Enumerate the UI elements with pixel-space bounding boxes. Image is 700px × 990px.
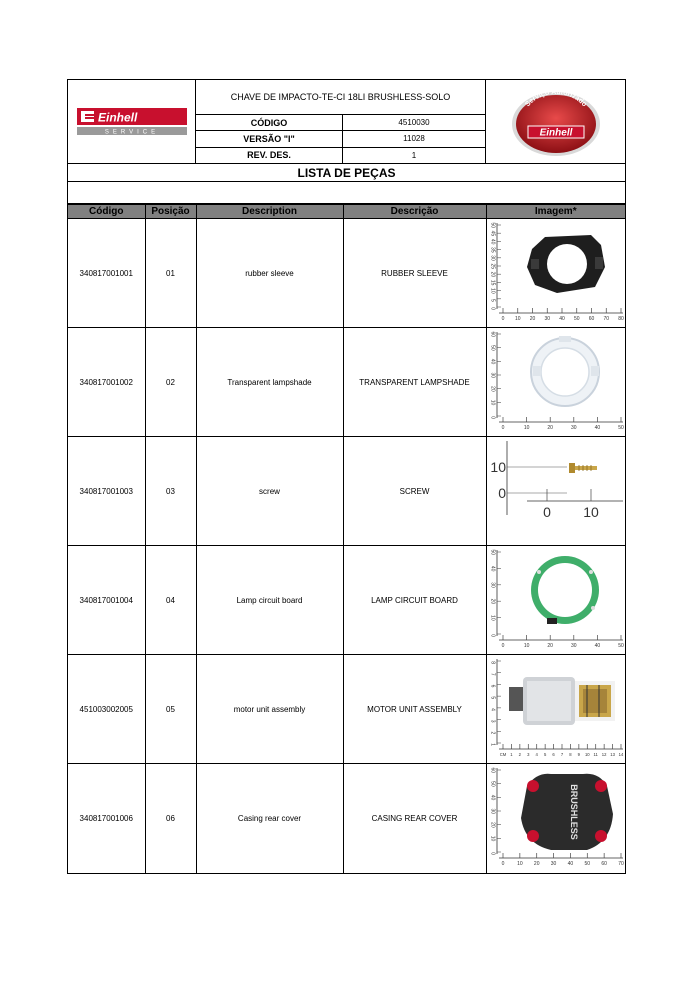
col-header-description: Description bbox=[196, 205, 343, 219]
scale-label: 10 bbox=[488, 836, 495, 842]
scale-label: 40 bbox=[488, 565, 495, 572]
table-row bbox=[68, 764, 625, 873]
brushless-print: BRUSHLESS bbox=[568, 784, 579, 841]
scale-label: 7 bbox=[488, 672, 495, 676]
scale-label: 50 bbox=[488, 781, 495, 787]
scale-label: 70 bbox=[602, 316, 609, 322]
scale-label: 0 bbox=[501, 861, 504, 868]
versao-row bbox=[196, 131, 485, 147]
scale-label: 20 bbox=[546, 643, 553, 649]
part-description: motor unit assembly bbox=[196, 655, 343, 764]
scale-label: 60 bbox=[600, 861, 607, 868]
part-code: 340817001003 bbox=[68, 437, 145, 546]
table-row bbox=[68, 546, 625, 655]
scale-label: 30 bbox=[488, 372, 495, 378]
versao-label: VERSÃO "I" bbox=[196, 131, 343, 146]
scale-label: 3 bbox=[488, 719, 495, 723]
part-position: 05 bbox=[145, 655, 196, 764]
scale-label: 0 bbox=[542, 504, 551, 520]
scale-label: 50 bbox=[488, 345, 495, 351]
scale-label: 15 bbox=[488, 279, 495, 286]
part-position: 04 bbox=[145, 546, 196, 655]
scale-label: 13 bbox=[609, 752, 615, 757]
table-row bbox=[68, 655, 625, 764]
logo-wordmark: Einhell bbox=[97, 110, 137, 124]
parts-table bbox=[68, 204, 625, 873]
scale-label: 14 bbox=[618, 752, 623, 757]
col-header-descricao: Descrição bbox=[343, 205, 486, 219]
scale-label: 50 bbox=[584, 861, 590, 868]
list-title: LISTA DE PEÇAS bbox=[68, 164, 625, 182]
scale-label: 0 bbox=[488, 852, 495, 856]
screw-photo bbox=[487, 437, 627, 545]
scale-label: 0 bbox=[497, 484, 506, 501]
scale-label: 70 bbox=[617, 861, 624, 868]
scale-label: 40 bbox=[594, 643, 600, 649]
motor-unit-assembly-photo bbox=[487, 655, 627, 763]
scale-label: 10 bbox=[488, 288, 495, 294]
scale-label: 10 bbox=[523, 643, 529, 649]
scale-label: 7 bbox=[560, 752, 563, 757]
scale-label: 40 bbox=[594, 425, 600, 431]
col-header-imagem: Imagem* bbox=[486, 205, 625, 219]
scale-label: 30 bbox=[488, 255, 495, 261]
rev-des-row bbox=[196, 148, 485, 163]
scale-label: 40 bbox=[558, 316, 565, 322]
part-description: Casing rear cover bbox=[196, 764, 343, 873]
scale-label: 6 bbox=[551, 752, 555, 757]
part-descricao: LAMP CIRCUIT BOARD bbox=[343, 546, 486, 655]
part-position: 06 bbox=[145, 764, 196, 873]
scale-label: 25 bbox=[488, 263, 495, 269]
scale-label: 80 bbox=[617, 316, 624, 322]
scale-label: 30 bbox=[570, 643, 577, 649]
seal-brand-text: Einhell bbox=[539, 127, 572, 138]
table-row bbox=[68, 219, 625, 328]
scale-label: 30 bbox=[570, 425, 577, 431]
scale-label: 2 bbox=[488, 731, 495, 735]
scale-label: 2 bbox=[518, 752, 521, 757]
scale-label: 20 bbox=[488, 271, 495, 278]
scale-label: 30 bbox=[543, 316, 550, 322]
scale-label: 10 bbox=[516, 861, 523, 868]
col-header-posicao: Posição bbox=[145, 205, 196, 219]
scale-label: 5 bbox=[488, 299, 495, 302]
scale-label: 10 bbox=[582, 504, 599, 520]
part-image-cell bbox=[486, 764, 625, 873]
part-code: 340817001002 bbox=[68, 328, 145, 437]
seal-arc-text: Serviço Autorizado bbox=[523, 88, 588, 108]
part-descricao: RUBBER SLEEVE bbox=[343, 219, 486, 328]
scale-label: CM bbox=[499, 752, 506, 757]
codigo-label: CÓDIGO bbox=[196, 115, 343, 130]
scale-label: 12 bbox=[601, 752, 606, 757]
part-code: 451003002005 bbox=[68, 655, 145, 764]
table-row bbox=[68, 328, 625, 437]
scale-label: 10 bbox=[514, 316, 521, 322]
document-header bbox=[68, 80, 625, 164]
part-image-cell bbox=[486, 219, 625, 328]
codigo-row bbox=[196, 115, 485, 131]
part-image-cell bbox=[486, 437, 625, 546]
scale-label: 40 bbox=[488, 238, 495, 245]
part-code: 340817001001 bbox=[68, 219, 145, 328]
scale-label: 35 bbox=[488, 247, 495, 253]
scale-label: 30 bbox=[488, 808, 495, 815]
scale-label: 4 bbox=[488, 708, 495, 711]
scale-label: 3 bbox=[526, 752, 529, 757]
casing-rear-cover-photo bbox=[487, 764, 627, 872]
part-position: 02 bbox=[145, 328, 196, 437]
scale-label: 1 bbox=[488, 743, 495, 746]
scale-label: 8 bbox=[488, 661, 495, 664]
part-image-cell bbox=[486, 546, 625, 655]
scale-label: 60 bbox=[588, 316, 594, 322]
product-title: CHAVE DE IMPACTO-TE-CI 18LI BRUSHLESS-SOLO bbox=[196, 80, 485, 115]
scale-label: 20 bbox=[546, 425, 553, 431]
scale-label: 40 bbox=[567, 861, 573, 868]
rev-des-label: REV. DES. bbox=[196, 148, 343, 163]
blank-row bbox=[68, 182, 625, 204]
scale-label: 20 bbox=[533, 861, 539, 868]
scale-label: 0 bbox=[488, 416, 495, 419]
scale-label: 20 bbox=[488, 598, 495, 605]
table-header-row bbox=[68, 205, 625, 219]
table-row bbox=[68, 437, 625, 546]
scale-label: 0 bbox=[488, 634, 495, 637]
scale-label: 0 bbox=[488, 307, 495, 310]
scale-label: 10 bbox=[489, 458, 506, 475]
scale-label: 20 bbox=[529, 316, 535, 322]
part-description: screw bbox=[196, 437, 343, 546]
lamp-circuit-board-photo bbox=[487, 546, 627, 654]
scale-label: 0 bbox=[501, 425, 504, 431]
scale-label: 50 bbox=[573, 316, 580, 322]
scale-label: 60 bbox=[488, 331, 495, 337]
part-description: Lamp circuit board bbox=[196, 546, 343, 655]
scale-label: 40 bbox=[488, 795, 495, 801]
product-info-block bbox=[196, 80, 486, 163]
part-descricao: TRANSPARENT LAMPSHADE bbox=[343, 328, 486, 437]
transparent-lampshade-photo bbox=[487, 328, 627, 436]
scale-label: 10 bbox=[523, 425, 529, 431]
scale-label: 4 bbox=[535, 752, 538, 757]
scale-label: 0 bbox=[501, 643, 504, 649]
part-code: 340817001004 bbox=[68, 546, 145, 655]
scale-label: 40 bbox=[488, 358, 495, 365]
part-image-cell bbox=[486, 655, 625, 764]
scale-label: 0 bbox=[501, 316, 504, 322]
authorized-service-seal bbox=[486, 80, 625, 163]
scale-label: 8 bbox=[568, 752, 572, 757]
rubber-sleeve-photo bbox=[487, 219, 627, 327]
versao-value: 11028 bbox=[403, 134, 425, 144]
part-descricao: CASING REAR COVER bbox=[343, 764, 486, 873]
scale-label: 20 bbox=[488, 822, 495, 828]
scale-label: 6 bbox=[488, 684, 495, 688]
col-header-codigo: Código bbox=[68, 205, 145, 219]
scale-label: 9 bbox=[577, 752, 580, 757]
scale-label: 50 bbox=[488, 222, 495, 228]
part-position: 03 bbox=[145, 437, 196, 546]
scale-label: 20 bbox=[488, 386, 495, 392]
scale-label: 30 bbox=[488, 582, 495, 588]
scale-label: 45 bbox=[488, 230, 495, 237]
rev-des-value: 1 bbox=[411, 150, 417, 160]
einhell-service-logo bbox=[68, 80, 196, 163]
part-code: 340817001006 bbox=[68, 764, 145, 873]
scale-label: 50 bbox=[617, 425, 624, 431]
scale-label: 50 bbox=[617, 643, 624, 649]
scale-label: 10 bbox=[488, 399, 495, 406]
codigo-value: 4510030 bbox=[398, 118, 430, 128]
scale-label: 5 bbox=[543, 752, 546, 757]
part-descricao: SCREW bbox=[343, 437, 486, 546]
scale-label: 5 bbox=[488, 696, 495, 700]
part-position: 01 bbox=[145, 219, 196, 328]
logo-subtitle: SERVICE bbox=[104, 129, 159, 135]
scale-label: 1 bbox=[509, 752, 513, 757]
scale-label: 30 bbox=[550, 861, 556, 868]
scale-label: 10 bbox=[584, 752, 590, 757]
part-description: rubber sleeve bbox=[196, 219, 343, 328]
scale-label: 60 bbox=[488, 767, 495, 774]
part-descricao: MOTOR UNIT ASSEMBLY bbox=[343, 655, 486, 764]
scale-label: 11 bbox=[593, 752, 598, 757]
parts-list-sheet bbox=[67, 79, 626, 874]
part-image-cell bbox=[486, 328, 625, 437]
scale-label: 10 bbox=[488, 615, 495, 621]
scale-label: 50 bbox=[488, 549, 495, 555]
part-description: Transparent lampshade bbox=[196, 328, 343, 437]
